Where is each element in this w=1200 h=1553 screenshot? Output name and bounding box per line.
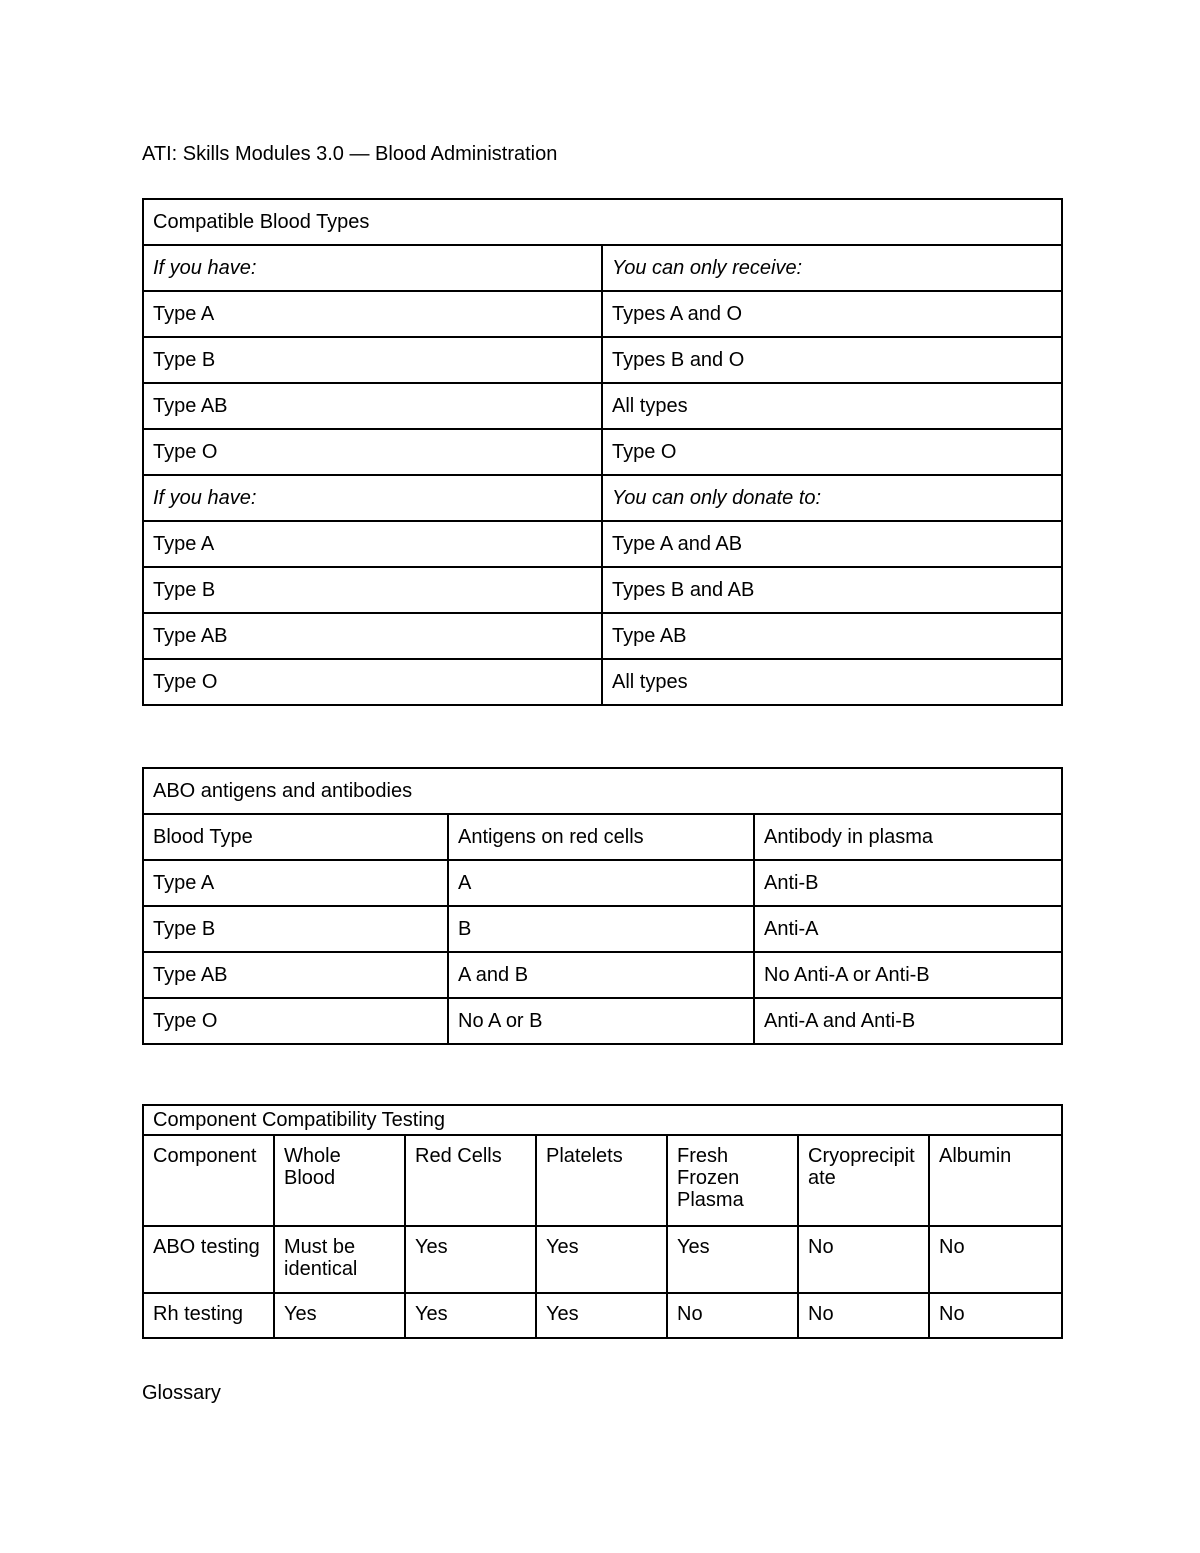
column-header: Whole Blood	[274, 1135, 405, 1226]
column-header: Cryoprecipitate	[798, 1135, 929, 1226]
table-cell: Type AB	[143, 613, 602, 659]
table-row	[143, 1226, 1062, 1293]
table-caption: ABO antigens and antibodies	[143, 768, 1062, 814]
table-cell: No	[667, 1293, 798, 1338]
compatible-blood-types-table	[142, 198, 1063, 706]
table-cell: Yes	[405, 1293, 536, 1338]
table-cell: Type AB	[143, 383, 602, 429]
document-title: ATI: Skills Modules 3.0 — Blood Administration	[142, 143, 558, 165]
table-row	[143, 613, 1062, 659]
table-row	[143, 1293, 1062, 1338]
table-cell: Type B	[143, 567, 602, 613]
table-cell: No	[798, 1226, 929, 1293]
glossary-heading: Glossary	[142, 1382, 221, 1404]
table-cell: Yes	[536, 1293, 667, 1338]
table-row	[143, 291, 1062, 337]
table-cell: Type AB	[143, 952, 448, 998]
table-cell: Type O	[143, 998, 448, 1044]
receive-header-row	[143, 245, 1062, 291]
table-cell: All types	[602, 659, 1062, 705]
table-row	[143, 906, 1062, 952]
table-caption: Component Compatibility Testing	[143, 1105, 1062, 1135]
table-cell: Types B and O	[602, 337, 1062, 383]
column-header: Fresh Frozen Plasma	[667, 1135, 798, 1226]
table-cell: No Anti-A or Anti-B	[754, 952, 1062, 998]
table-cell: Rh testing	[143, 1293, 274, 1338]
table-row	[143, 952, 1062, 998]
table-caption-row	[143, 768, 1062, 814]
table-cell: Yes	[274, 1293, 405, 1338]
table-cell: Type A and AB	[602, 521, 1062, 567]
table-cell: Type A	[143, 521, 602, 567]
table-cell: Anti-A and Anti-B	[754, 998, 1062, 1044]
table-cell: A	[448, 860, 754, 906]
header-cell: You can only receive:	[602, 245, 1062, 291]
table-row	[143, 860, 1062, 906]
column-header: Blood Type	[143, 814, 448, 860]
table-cell: Type O	[602, 429, 1062, 475]
table-cell: No	[929, 1226, 1062, 1293]
table-cell: Type O	[143, 659, 602, 705]
table-row	[143, 998, 1062, 1044]
table-cell: Yes	[667, 1226, 798, 1293]
table-cell: No	[798, 1293, 929, 1338]
table-cell: A and B	[448, 952, 754, 998]
table-cell: Type B	[143, 906, 448, 952]
table-cell: Anti-A	[754, 906, 1062, 952]
column-header: Albumin	[929, 1135, 1062, 1226]
table-row	[143, 429, 1062, 475]
table-cell: B	[448, 906, 754, 952]
table-row	[143, 521, 1062, 567]
table-cell: No	[929, 1293, 1062, 1338]
table-cell: Anti-B	[754, 860, 1062, 906]
table-row	[143, 567, 1062, 613]
column-header: Red Cells	[405, 1135, 536, 1226]
donate-header-row	[143, 475, 1062, 521]
header-cell: You can only donate to:	[602, 475, 1062, 521]
table-cell: Yes	[536, 1226, 667, 1293]
table-cell: Type A	[143, 860, 448, 906]
column-header-row	[143, 814, 1062, 860]
table-cell: All types	[602, 383, 1062, 429]
table-row	[143, 337, 1062, 383]
table-cell: Yes	[405, 1226, 536, 1293]
table-cell: No A or B	[448, 998, 754, 1044]
column-header-row	[143, 1135, 1062, 1226]
table-cell: Must be identical	[274, 1226, 405, 1293]
column-header: Platelets	[536, 1135, 667, 1226]
table-cell: Types B and AB	[602, 567, 1062, 613]
column-header: Component	[143, 1135, 274, 1226]
column-header: Antigens on red cells	[448, 814, 754, 860]
header-cell: If you have:	[143, 245, 602, 291]
table-cell: Type A	[143, 291, 602, 337]
column-header: Antibody in plasma	[754, 814, 1062, 860]
table-caption-row	[143, 1105, 1062, 1135]
table-cell: Types A and O	[602, 291, 1062, 337]
table-cell: ABO testing	[143, 1226, 274, 1293]
table-caption-row	[143, 199, 1062, 245]
abo-antigens-table	[142, 767, 1063, 1045]
table-row	[143, 383, 1062, 429]
component-compatibility-table	[142, 1104, 1063, 1339]
header-cell: If you have:	[143, 475, 602, 521]
table-row	[143, 659, 1062, 705]
table-caption: Compatible Blood Types	[143, 199, 1062, 245]
table-cell: Type B	[143, 337, 602, 383]
table-cell: Type O	[143, 429, 602, 475]
table-cell: Type AB	[602, 613, 1062, 659]
